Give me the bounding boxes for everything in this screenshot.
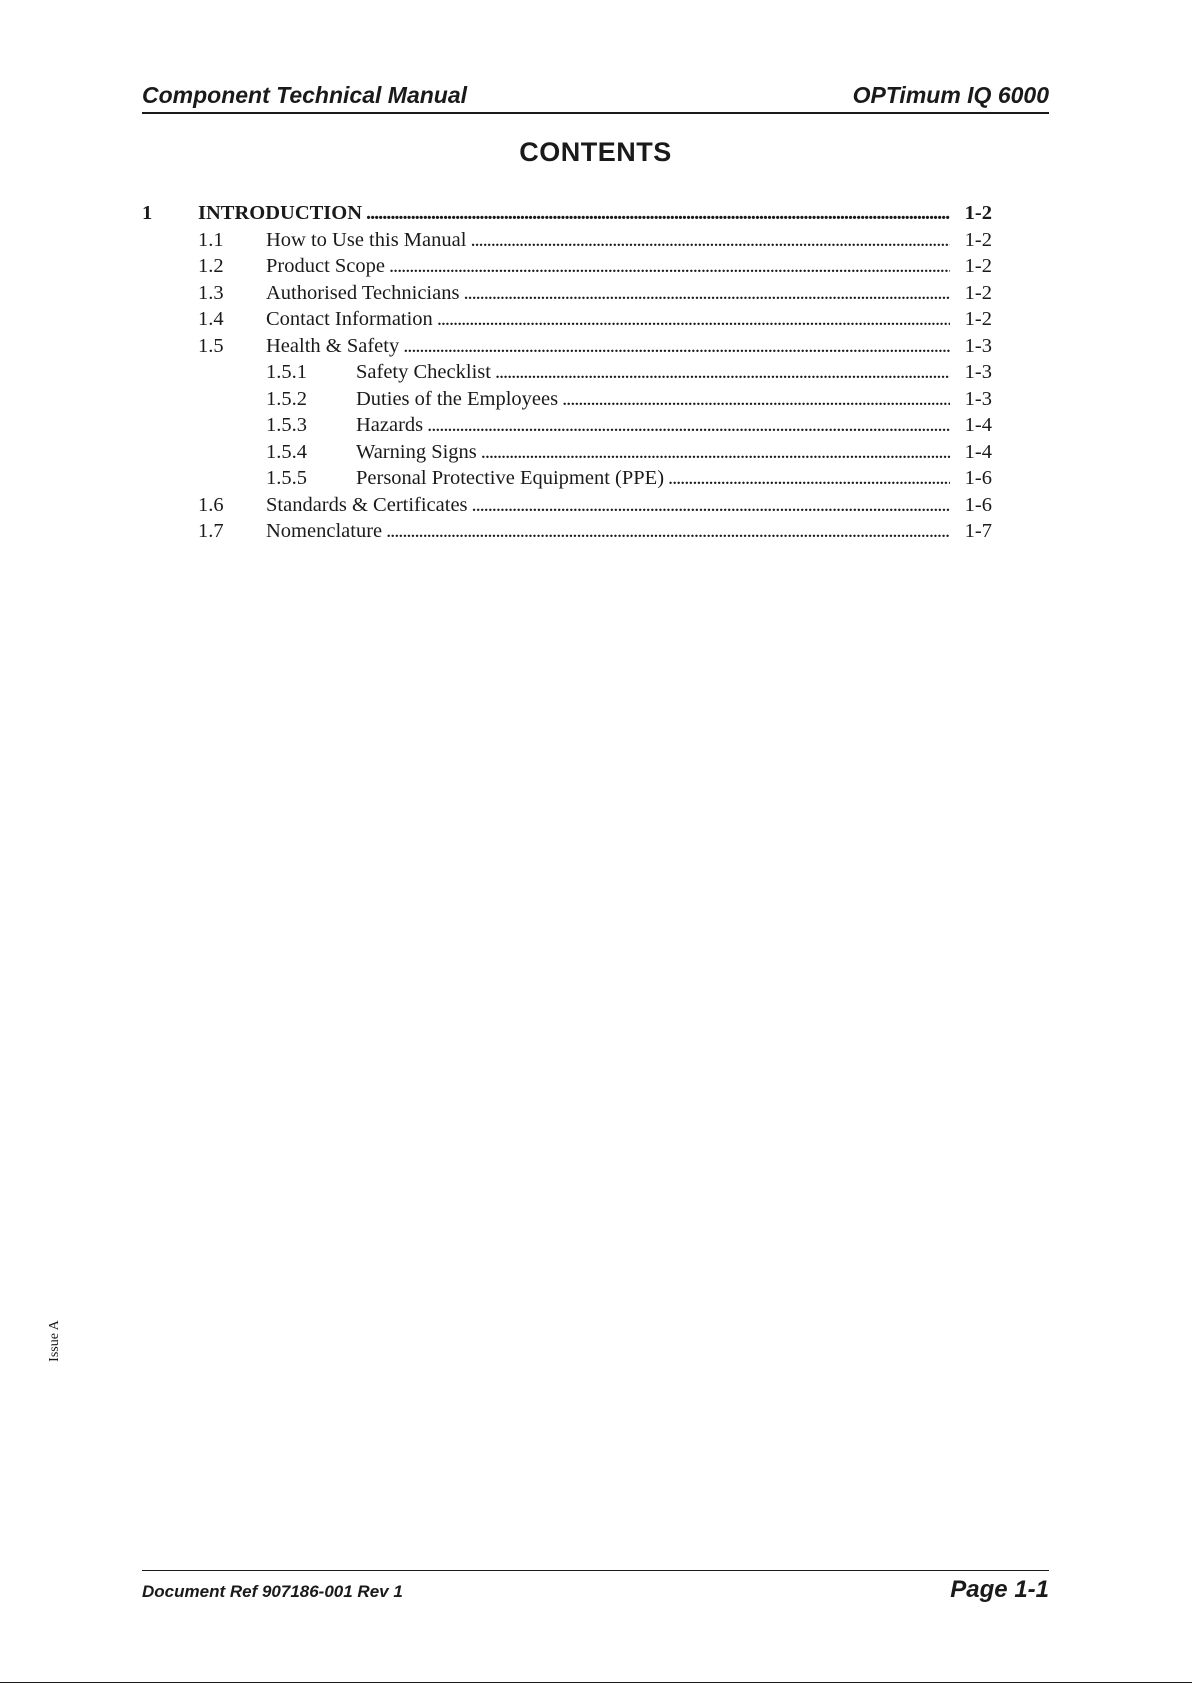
toc-entry-label: INTRODUCTION [198,200,366,227]
toc-entry-page: 1-2 [964,202,992,224]
toc-entry-label: How to Use this Manual [266,227,470,254]
toc-chapter-entry[interactable] [142,200,992,227]
toc-entry-number: 1.7 [198,520,224,542]
toc-section-entry[interactable] [142,518,992,545]
toc-entry-number: 1.4 [198,308,224,330]
toc-entry-page: 1-4 [964,414,992,436]
toc-section-entry[interactable] [142,253,992,280]
footer-page-number: Page 1-1 [950,1576,1049,1603]
toc-dot-leader [403,333,950,360]
toc-entry-number: 1.5.5 [266,467,307,489]
toc-dot-leader [562,386,950,413]
toc-entry-page: 1-2 [964,308,992,330]
table-of-contents [142,200,992,545]
toc-entry-title-wrap [356,386,950,413]
toc-entry-page: 1-2 [964,281,992,304]
toc-entry-page: 1-2 [964,255,992,277]
toc-entry-number: 1.6 [198,493,224,516]
toc-entry-label: Standards & Certificates [266,492,472,519]
toc-entry-page: 1-2 [964,228,992,251]
toc-section-entry[interactable] [142,306,992,333]
toc-entry-title-wrap [356,359,950,386]
toc-subsection-entry[interactable] [142,439,992,466]
toc-entry-title-wrap [356,439,950,466]
toc-entry-title-wrap [266,518,950,545]
toc-dot-leader [386,518,950,545]
toc-section-entry[interactable] [142,227,992,254]
toc-dot-leader [463,280,950,307]
toc-entry-title-wrap [266,227,950,254]
toc-entry-label: Duties of the Employees [356,386,562,413]
toc-entry-number: 1.5.1 [266,361,307,383]
toc-entry-number: 1.5.4 [266,440,307,463]
toc-entry-title-wrap [266,333,950,360]
toc-subsection-entry[interactable] [142,412,992,439]
toc-dot-leader [472,492,950,519]
toc-dot-leader [481,439,950,466]
toc-entry-title-wrap [198,200,950,227]
toc-dot-leader [389,253,950,280]
toc-entry-number: 1 [142,202,153,224]
toc-dot-leader [668,465,950,492]
toc-entry-label: Safety Checklist [356,359,495,386]
toc-entry-title-wrap [356,465,950,492]
toc-entry-label: Product Scope [266,253,389,280]
toc-section-entry[interactable] [142,280,992,307]
page-title: CONTENTS [519,137,672,167]
toc-entry-title-wrap [266,280,950,307]
toc-subsection-entry[interactable] [142,359,992,386]
toc-entry-page: 1-3 [964,387,992,410]
toc-entry-page: 1-6 [964,467,992,489]
toc-entry-title-wrap [266,306,950,333]
page-bottom-rule [0,1682,1192,1683]
toc-entry-page: 1-7 [964,520,992,542]
toc-dot-leader [366,200,950,227]
header-product-name: OPTimum IQ 6000 [852,82,1049,108]
toc-entry-number: 1.2 [198,255,224,277]
toc-section-entry[interactable] [142,333,992,360]
toc-entry-label: Authorised Technicians [266,280,463,307]
issue-label: Issue A [47,1320,62,1362]
toc-entry-label: Health & Safety [266,333,403,360]
toc-entry-number: 1.5.2 [266,387,307,410]
toc-entry-title-wrap [266,253,950,280]
toc-entry-page: 1-6 [964,493,992,516]
header-manual-title: Component Technical Manual [142,82,468,108]
toc-dot-leader [427,412,950,439]
toc-entry-title-wrap [266,492,950,519]
toc-entry-page: 1-3 [964,334,992,357]
page-footer [142,1570,1049,1611]
toc-entry-number: 1.5.3 [266,414,307,436]
toc-dot-leader [437,306,950,333]
toc-entry-page: 1-3 [964,361,992,383]
toc-entry-number: 1.5 [198,334,224,357]
toc-entry-label: Contact Information [266,306,437,333]
toc-dot-leader [495,359,950,386]
toc-entry-label: Nomenclature [266,518,386,545]
toc-dot-leader [470,227,950,254]
page-header [142,82,1049,114]
toc-subsection-entry[interactable] [142,465,992,492]
toc-entry-number: 1.3 [198,281,224,304]
toc-entry-label: Personal Protective Equipment (PPE) [356,465,668,492]
toc-entry-page: 1-4 [964,440,992,463]
toc-entry-label: Warning Signs [356,439,481,466]
toc-entry-title-wrap [356,412,950,439]
toc-entry-number: 1.1 [198,228,224,251]
toc-section-entry[interactable] [142,492,992,519]
toc-subsection-entry[interactable] [142,386,992,413]
toc-entry-label: Hazards [356,412,427,439]
footer-document-ref: Document Ref 907186-001 Rev 1 [142,1582,403,1601]
